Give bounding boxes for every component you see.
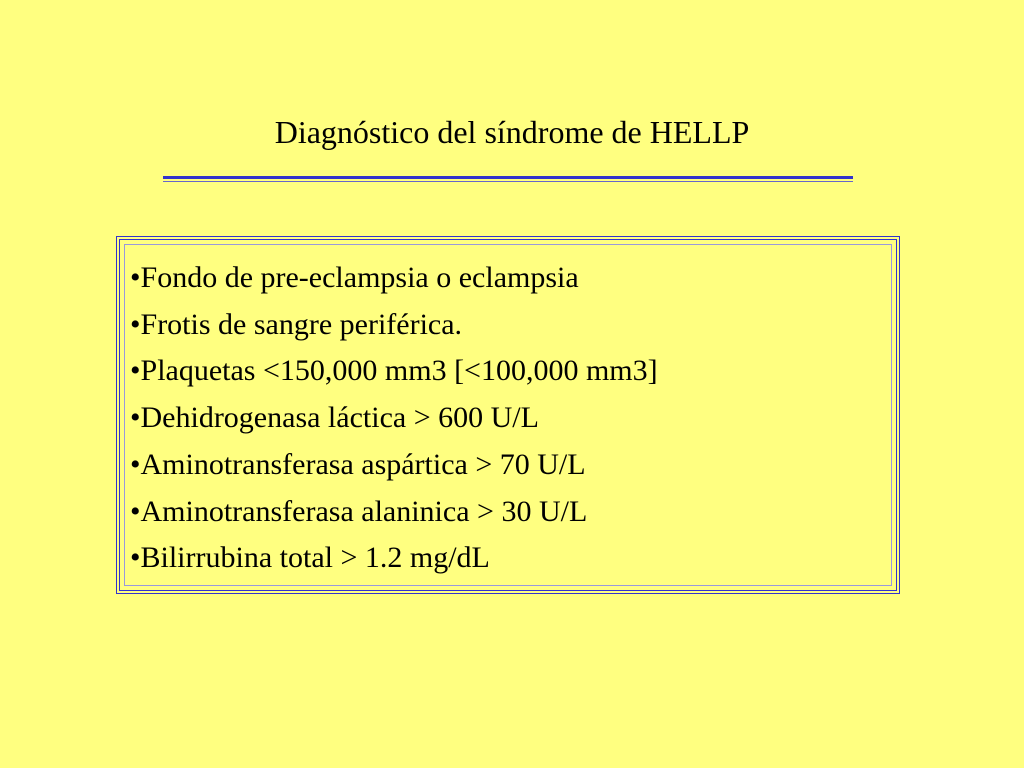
title-underline <box>163 176 853 182</box>
list-item: •Aminotransferasa aspártica > 70 U/L <box>130 447 586 481</box>
list-item: •Aminotransferasa alaninica > 30 U/L <box>130 494 588 528</box>
list-item: •Frotis de sangre periférica. <box>130 307 463 341</box>
criteria-list <box>130 255 658 582</box>
list-item: •Dehidrogenasa láctica > 600 U/L <box>130 401 539 435</box>
slide-title: Diagnóstico del síndrome de HELLP <box>274 114 750 150</box>
list-item: •Bilirrubina total > 1.2 mg/dL <box>130 541 490 575</box>
list-item: •Fondo de pre-eclampsia o eclampsia <box>130 261 579 294</box>
list-item: •Plaquetas <150,000 mm3 [<100,000 mm3] <box>130 354 658 388</box>
criteria-box <box>116 236 900 594</box>
